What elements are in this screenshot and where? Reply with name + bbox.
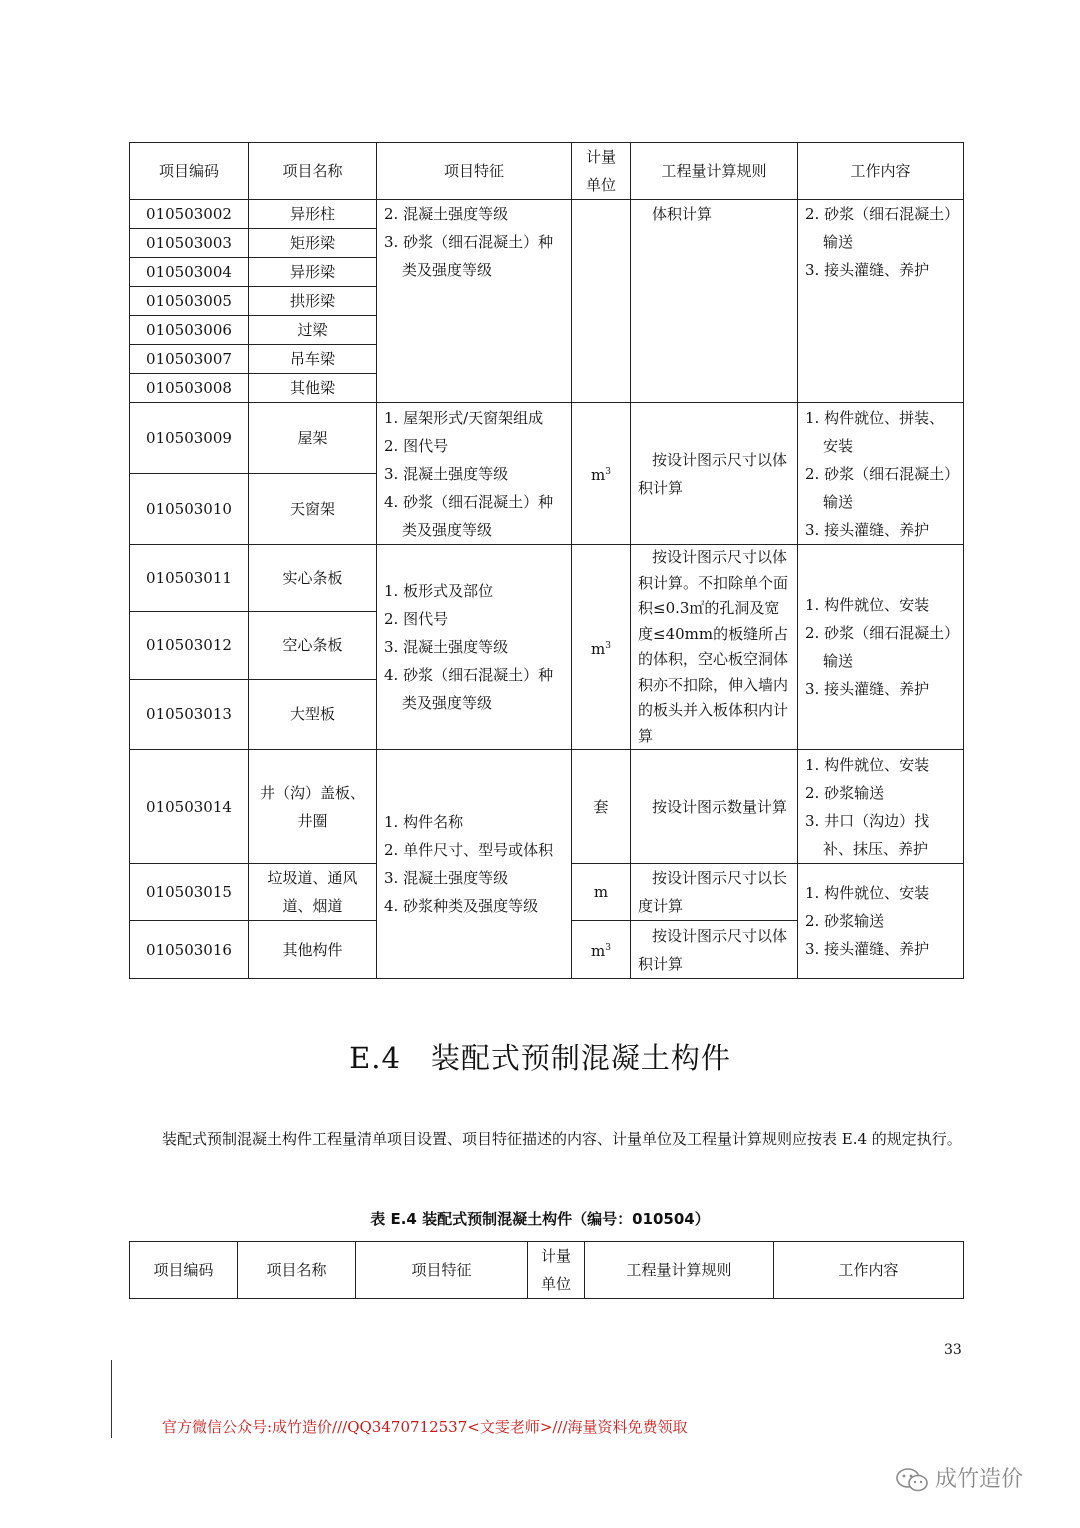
header-unit-line2: 单位	[585, 176, 616, 194]
content-item: 1. 构件就位、安装	[805, 596, 930, 614]
item-code: 010503009	[130, 403, 249, 474]
header-rule: 工程量计算规则	[585, 1242, 774, 1299]
content-cell	[798, 200, 964, 403]
item-code: 010503007	[130, 345, 249, 374]
content-item: 1. 构件就位、安装	[805, 884, 930, 902]
unit-superscript: 3	[605, 943, 611, 953]
item-code: 010503003	[130, 229, 249, 258]
feature-item: 1. 板形式及部位	[384, 582, 494, 600]
footer-note: 官方微信公众号:成竹造价///QQ3470712537<文雯老师>///海量资料免费领取	[162, 1418, 688, 1436]
item-name: 拱形梁	[249, 287, 377, 316]
unit-cell	[572, 545, 631, 750]
table-row	[130, 200, 964, 229]
content-item: 3. 接头灌缝、养护	[805, 940, 930, 958]
item-code: 010503002	[130, 200, 249, 229]
page-number: 33	[944, 1342, 962, 1358]
content-item: 2. 砂浆（细石混凝土）输送	[805, 624, 952, 670]
watermark-text: 成竹造价	[935, 1467, 1024, 1492]
unit-text: m	[591, 942, 606, 960]
intro-paragraph: 装配式预制混凝土构件工程量清单项目设置、项目特征描述的内容、计量单位及工程量计算规则应按表 E.4 的规定执行。	[162, 1130, 962, 1148]
unit-cell	[572, 403, 631, 545]
item-name: 异形柱	[249, 200, 377, 229]
rule-cell: 按设计图示尺寸以体积计算。不扣除单个面积≤0.3㎡的孔洞及宽度≤40mm的板缝所占的体积，空心板空洞体积亦不扣除，伸入墙内的板头并入板体积内计算	[631, 545, 798, 750]
header-code: 项目编码	[130, 143, 249, 200]
item-code: 010503015	[130, 864, 249, 921]
header-unit-line2: 单位	[540, 1275, 571, 1293]
item-code: 010503005	[130, 287, 249, 316]
content-item: 2. 砂浆（细石混凝土）输送	[805, 464, 952, 511]
header-name: 项目名称	[238, 1242, 356, 1299]
header-code: 项目编码	[130, 1242, 238, 1299]
header-unit-line1: 计量	[585, 148, 616, 166]
table-row	[130, 750, 964, 864]
table-header-row	[130, 143, 964, 200]
table-caption: 表 E.4 装配式预制混凝土构件（编号：010504）	[370, 1210, 710, 1228]
section-title: E.4 装配式预制混凝土构件	[349, 1041, 731, 1075]
content-item: 3. 接头灌缝、养护	[805, 520, 930, 539]
rule-cell: 按设计图示尺寸以长度计算	[631, 864, 798, 921]
unit-superscript: 3	[605, 640, 611, 651]
item-code: 010503008	[130, 374, 249, 403]
watermark	[895, 1462, 1023, 1493]
feature-item: 2. 图代号	[384, 610, 449, 628]
unit-cell: 套	[572, 750, 631, 864]
item-name: 过梁	[249, 316, 377, 345]
content-item: 2. 砂浆（细石混凝土）输送	[805, 205, 952, 251]
content-item: 1. 构件就位、安装	[805, 755, 930, 774]
feature-item: 1. 构件名称	[384, 813, 464, 831]
item-name: 吊车梁	[249, 345, 377, 374]
wechat-icon	[895, 1467, 929, 1493]
item-name: 实心条板	[249, 545, 377, 612]
content-item: 3. 接头灌缝、养护	[805, 261, 930, 279]
unit-text: m	[591, 639, 606, 658]
item-name: 其他梁	[249, 374, 377, 403]
features-cell	[377, 750, 572, 979]
header-features: 项目特征	[377, 143, 572, 200]
table-row	[130, 403, 964, 474]
item-name: 空心条板	[249, 612, 377, 679]
header-name: 项目名称	[249, 143, 377, 200]
item-code: 010503013	[130, 679, 249, 749]
table-e4-header	[129, 1241, 964, 1299]
feature-item: 2. 图代号	[384, 436, 449, 455]
header-unit	[528, 1242, 585, 1299]
features-cell	[377, 200, 572, 403]
rule-cell: 按设计图示尺寸以体积计算	[631, 403, 798, 545]
content-item: 1. 构件就位、拼装、安装	[805, 408, 945, 455]
content-item: 2. 砂浆输送	[805, 783, 885, 802]
item-name: 矩形梁	[249, 229, 377, 258]
unit-cell	[572, 921, 631, 979]
item-code: 010503006	[130, 316, 249, 345]
content-item: 3. 井口（沟边）找补、抹压、养护	[805, 811, 930, 858]
item-name: 其他构件	[249, 921, 377, 979]
header-content: 工作内容	[798, 143, 964, 200]
item-code: 010503014	[130, 750, 249, 864]
item-name: 屋架	[249, 403, 377, 474]
rule-cell: 按设计图示尺寸以体积计算	[631, 921, 798, 979]
item-name: 异形梁	[249, 258, 377, 287]
table-header-row	[130, 1242, 964, 1299]
content-item: 2. 砂浆输送	[805, 912, 885, 930]
feature-item: 4. 砂浆种类及强度等级	[384, 897, 539, 915]
content-cell	[798, 750, 964, 864]
header-unit-line1: 计量	[540, 1247, 571, 1265]
item-name: 大型板	[249, 679, 377, 749]
content-cell	[798, 403, 964, 545]
feature-item: 4. 砂浆（细石混凝土）种类及强度等级	[384, 492, 554, 539]
unit-cell	[572, 200, 631, 403]
feature-item: 2. 混凝土强度等级	[384, 205, 509, 223]
item-code: 010503011	[130, 545, 249, 612]
content-item: 3. 接头灌缝、养护	[805, 680, 930, 698]
feature-item: 2. 单件尺寸、型号或体积	[384, 841, 554, 859]
rule-cell: 体积计算	[631, 200, 798, 403]
header-unit	[572, 143, 631, 200]
header-content: 工作内容	[774, 1242, 964, 1299]
header-features: 项目特征	[356, 1242, 528, 1299]
item-code: 010503012	[130, 612, 249, 679]
item-name: 垃圾道、通风道、烟道	[249, 864, 377, 921]
feature-item: 4. 砂浆（细石混凝土）种类及强度等级	[384, 666, 554, 712]
main-table	[129, 142, 964, 979]
item-code: 010503010	[130, 474, 249, 545]
margin-line	[111, 1360, 112, 1438]
item-name: 天窗架	[249, 474, 377, 545]
item-code: 010503004	[130, 258, 249, 287]
feature-item: 1. 屋架形式/天窗架组成	[384, 408, 544, 427]
features-cell	[377, 403, 572, 545]
header-rule: 工程量计算规则	[631, 143, 798, 200]
feature-item: 3. 混凝土强度等级	[384, 638, 509, 656]
item-code: 010503016	[130, 921, 249, 979]
content-cell	[798, 864, 964, 979]
unit-superscript: 3	[605, 467, 611, 477]
rule-cell: 按设计图示数量计算	[631, 750, 798, 864]
feature-item: 3. 混凝土强度等级	[384, 869, 509, 887]
table-row	[130, 545, 964, 612]
item-name: 井（沟）盖板、井圈	[249, 750, 377, 864]
features-cell	[377, 545, 572, 750]
unit-cell: m	[572, 864, 631, 921]
content-cell	[798, 545, 964, 750]
feature-item: 3. 砂浆（细石混凝土）种类及强度等级	[384, 233, 554, 279]
feature-item: 3. 混凝土强度等级	[384, 464, 509, 483]
unit-text: m	[591, 466, 606, 484]
